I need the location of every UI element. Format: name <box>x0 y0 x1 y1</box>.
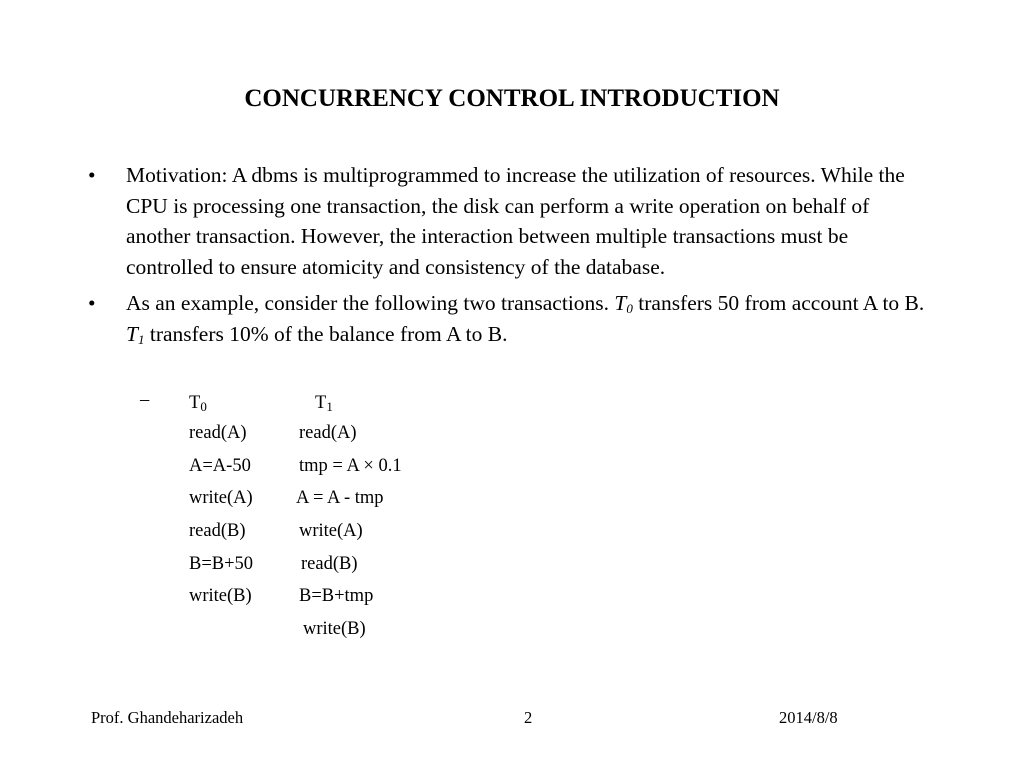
bullet-motivation <box>88 160 938 282</box>
transaction-row <box>189 551 589 584</box>
bullet-text-part: transfers 50 from account A to B. <box>632 291 925 315</box>
t1-operation: B=B+tmp <box>299 586 374 607</box>
transaction-rows <box>189 390 589 649</box>
transaction-row <box>189 485 589 518</box>
t0-subscript: 0 <box>626 301 633 316</box>
t1-header-letter: T <box>315 393 327 413</box>
bullet-example <box>88 288 938 349</box>
bullet-text-part: As an example, consider the following two transactions. <box>126 291 615 315</box>
transaction-row <box>189 453 589 486</box>
t1-operation: read(A) <box>299 423 357 443</box>
footer-date: 2014/8/8 <box>779 708 838 727</box>
transaction-header-row <box>189 390 589 420</box>
t1-operation: write(B) <box>303 619 366 640</box>
t1-operation: tmp = A × 0.1 <box>299 455 402 476</box>
t1-operation: write(A) <box>299 521 363 542</box>
t1-letter: T <box>126 321 138 346</box>
t1-operation: read(B) <box>301 553 358 574</box>
transaction-row <box>189 518 589 551</box>
t1-header <box>315 390 333 416</box>
sub-bullet-dash: – <box>140 390 150 410</box>
transaction-row <box>189 420 589 453</box>
t0-header-letter: T <box>189 393 201 413</box>
t1-subscript: 1 <box>137 331 145 347</box>
t1-header-subscript: 1 <box>326 399 333 414</box>
slide-title: CONCURRENCY CONTROL INTRODUCTION <box>244 85 780 112</box>
bullet-marker: • <box>88 163 96 187</box>
t0-symbol <box>614 291 632 315</box>
transaction-row <box>189 616 589 649</box>
t0-header <box>189 390 207 416</box>
footer-page-number: 2 <box>524 708 533 727</box>
t0-letter: T <box>614 291 627 315</box>
t0-operation: write(B) <box>189 586 252 607</box>
bullet-marker: • <box>88 291 96 315</box>
t0-operation: A=A-50 <box>189 455 251 476</box>
transaction-row <box>189 583 589 616</box>
footer-author: Prof. Ghandeharizadeh <box>91 708 244 727</box>
t1-operation: A = A - tmp <box>296 488 384 509</box>
t0-operation: B=B+50 <box>189 553 254 574</box>
t0-header-subscript: 0 <box>200 399 207 414</box>
bullet-text: Motivation: A dbms is multiprogrammed to increase the utilization of resources. While the CPU is processing one transaction, the disk can perform a write operation on behalf of another transaction. However, the interaction between multiple transactions must be controlled to ensure atomicity and consistency of the database. <box>126 163 905 279</box>
t0-operation: read(A) <box>189 423 247 443</box>
bullet-text-part: transfers 10% of the balance from A to B. <box>144 321 508 346</box>
t0-operation: write(A) <box>189 488 253 509</box>
bullet-list <box>88 160 938 355</box>
t0-operation: read(B) <box>189 521 246 542</box>
t1-symbol <box>126 322 144 346</box>
